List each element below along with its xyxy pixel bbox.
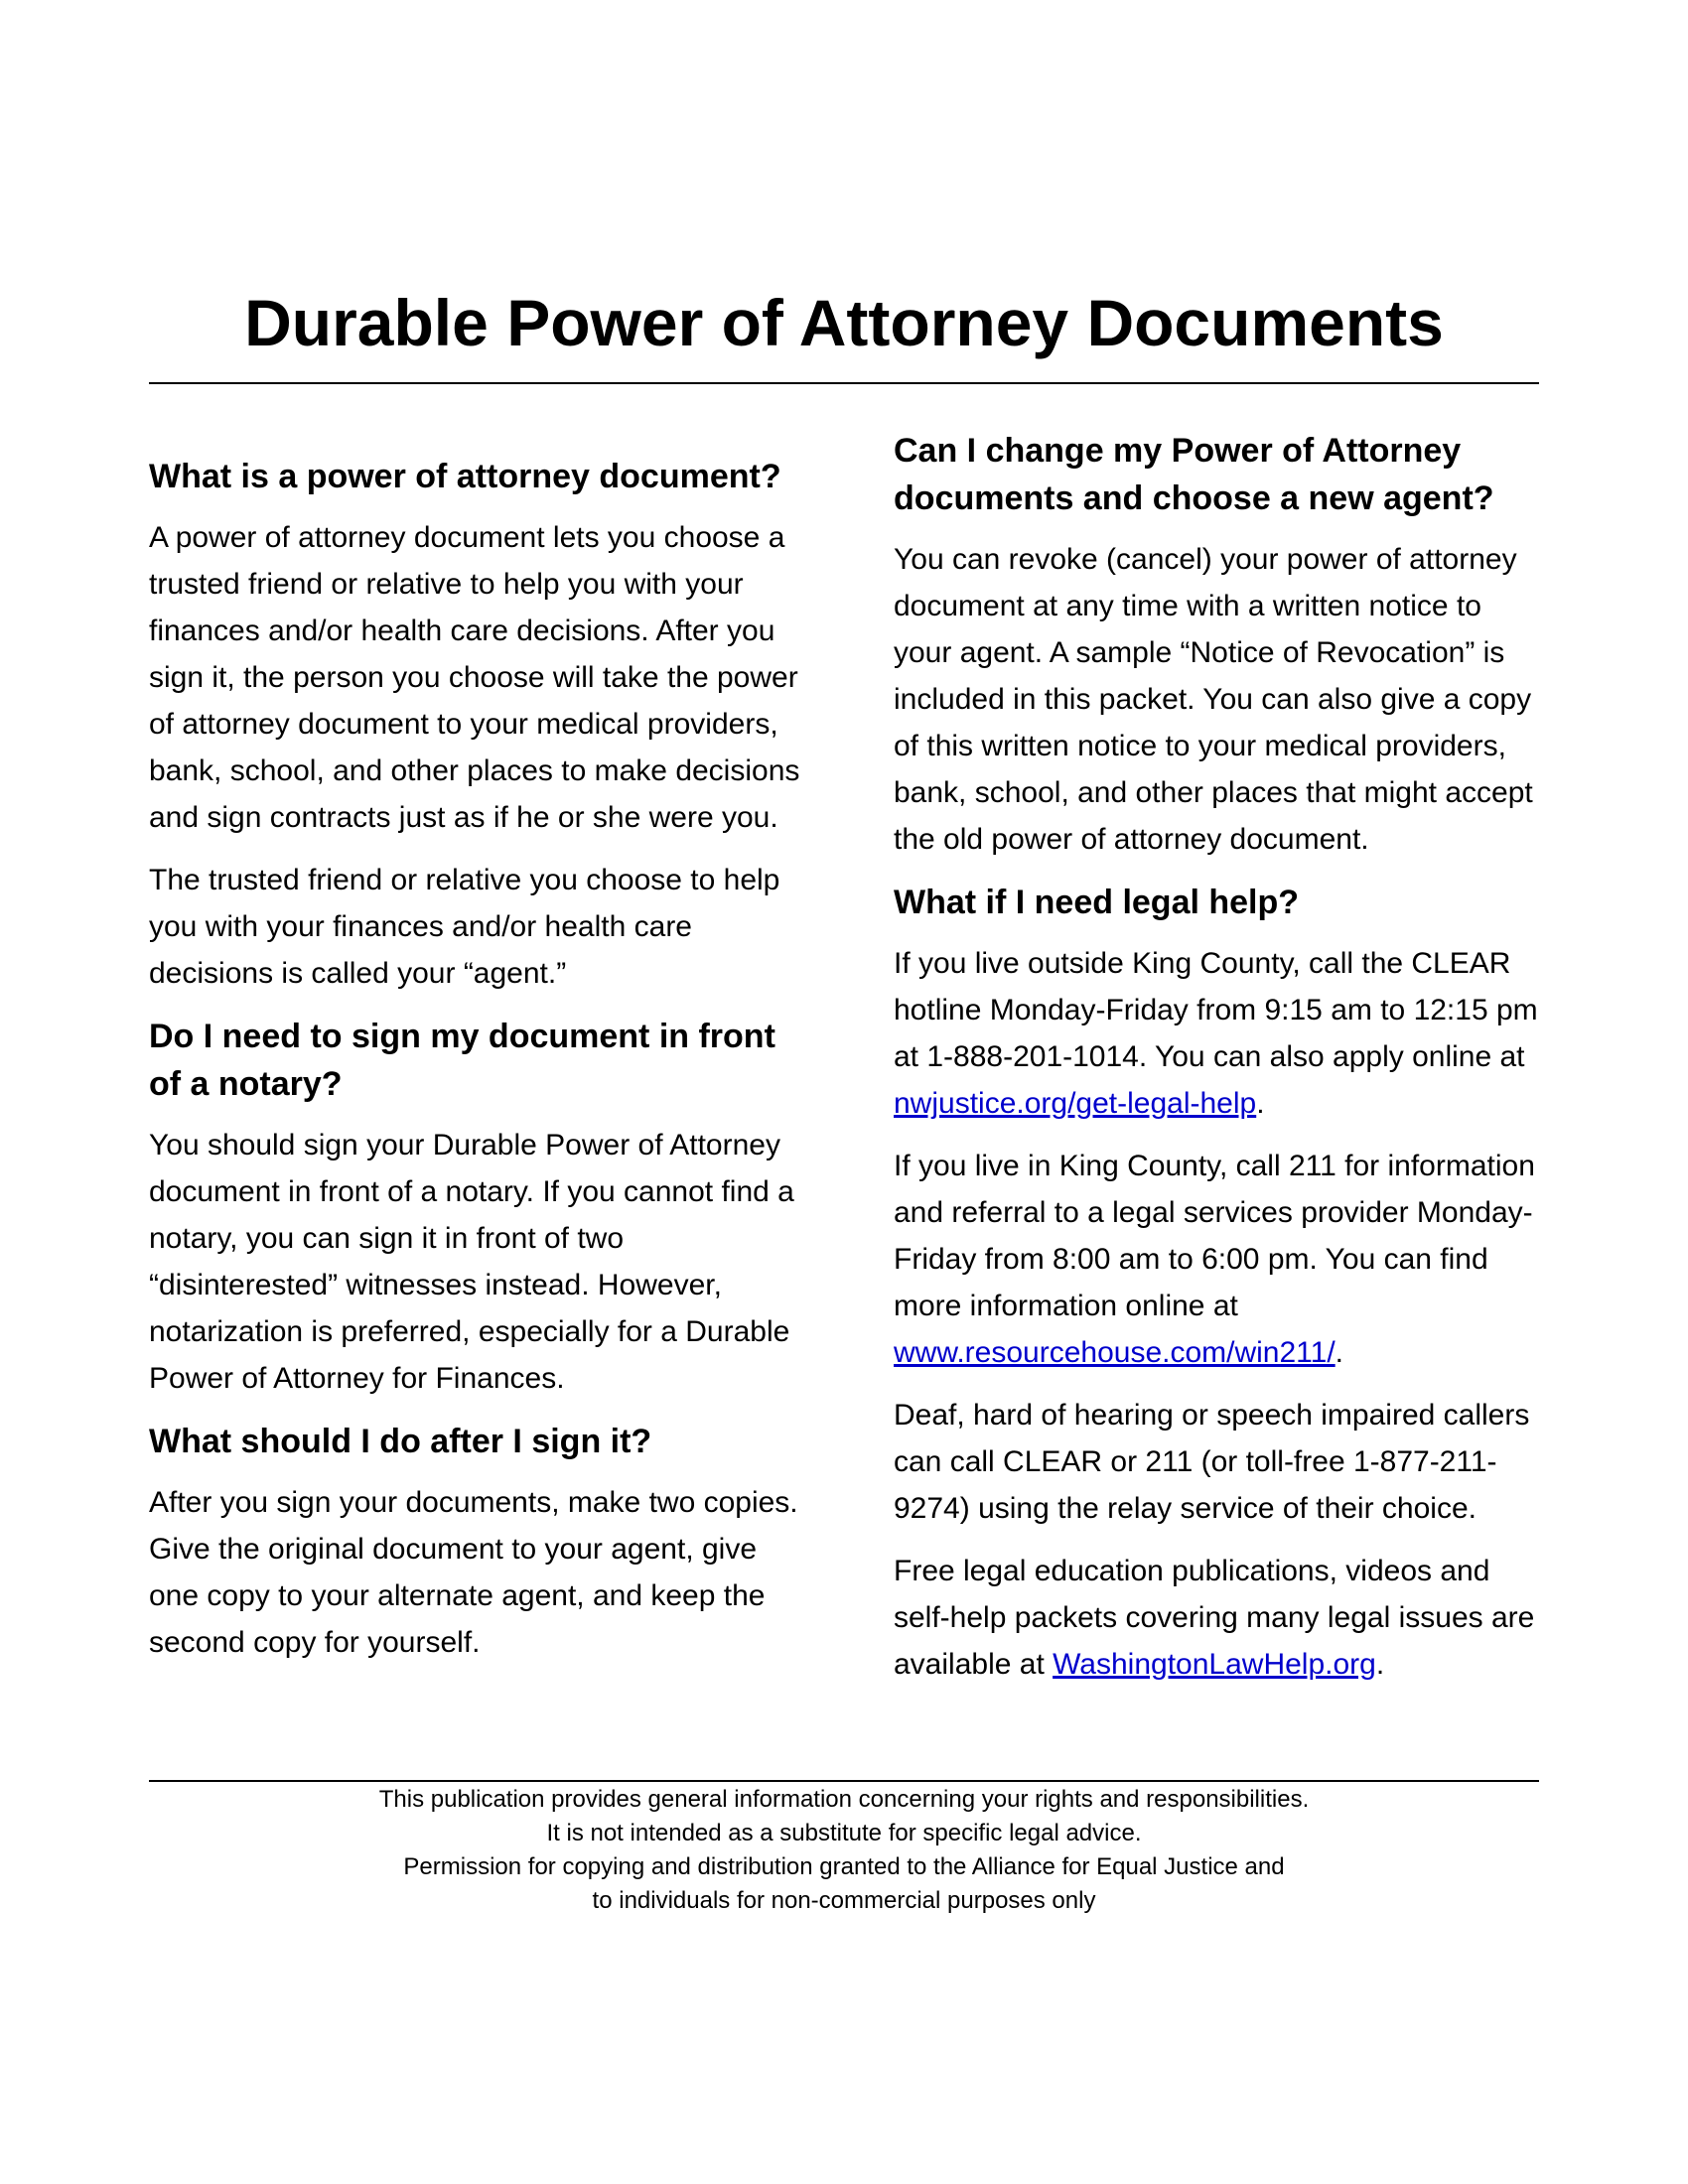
footer-line-3: Permission for copying and distribution granted to the Alliance for Equal Justice and — [403, 1853, 1285, 1880]
paragraph-king-county — [894, 1143, 1539, 1376]
footer-line-4: to individuals for non-commercial purposes only — [592, 1887, 1096, 1914]
period: . — [1256, 1087, 1265, 1120]
section-heading-legal-help: What if I need legal help? — [894, 884, 1300, 921]
period: . — [1335, 1336, 1343, 1369]
footer-line-2: It is not intended as a substitute for specific legal advice. — [546, 1820, 1142, 1846]
outside-king-county-text: If you live outside King County, call the CLEAR hotline Monday-Friday from 9:15 am to 12:15 pm at 1-888-201-1014. You can also apply online at — [894, 947, 1538, 1073]
period: . — [1375, 1648, 1385, 1681]
paragraph-agent-definition: The trusted friend or relative you choose to help you with your finances and/or health care decisions is called your “agent.” — [149, 864, 780, 990]
section-heading-what-is-poa: What is a power of attorney document? — [149, 458, 781, 495]
right-column — [894, 427, 1539, 1704]
nwjustice-link[interactable]: nwjustice.org/get-legal-help — [894, 1087, 1257, 1120]
footer-disclaimer — [149, 1783, 1539, 1918]
title-divider — [149, 382, 1539, 384]
paragraph-revoke: You can revoke (cancel) your power of attorney document at any time with a written notice to your agent. A sample “Notice of Revocation” is included in this packet. You can also give a copy of this written notice to your medical providers, bank, school, and other places that might accept the old power of attorney document. — [894, 543, 1533, 856]
footer-divider — [149, 1780, 1539, 1782]
paragraph-after-signing: After you sign your documents, make two copies. Give the original document to your agent, give one copy to your alternate agent, and keep the second copy for yourself. — [149, 1486, 798, 1659]
paragraph-what-is-poa: A power of attorney document lets you choose a trusted friend or relative to help you with your finances and/or health care decisions. After you sign it, the person you choose will take the power of attorney document to your medical providers, bank, school, and other places to make decisions and sign contracts just as if he or she were you. — [149, 521, 800, 834]
paragraph-notary: You should sign your Durable Power of Attorney document in front of a notary. If you cannot find a notary, you can sign it in front of two “disinterested” witnesses instead. However, notarization is preferred, especially for a Durable Power of Attorney for Finances. — [149, 1129, 794, 1395]
section-heading-after-signing: What should I do after I sign it? — [149, 1423, 652, 1460]
left-column — [149, 427, 800, 1682]
paragraph-outside-king-county — [894, 940, 1539, 1127]
king-county-text: If you live in King County, call 211 for information and referral to a legal services provider Monday-Friday from 8:00 am to 6:00 pm. You can find more information online at — [894, 1150, 1535, 1322]
footer-line-1: This publication provides general information concerning your rights and responsibilities. — [378, 1786, 1310, 1813]
free-education-text: Free legal education publications, videos and self-help packets covering many legal issues are available at — [894, 1555, 1535, 1681]
paragraph-relay-service: Deaf, hard of hearing or speech impaired callers can call CLEAR or 211 (or toll-free 1-877-211-9274) using the relay service of their choice. — [894, 1399, 1530, 1525]
paragraph-free-education — [894, 1548, 1539, 1688]
resourcehouse-link[interactable]: www.resourcehouse.com/win211/ — [894, 1336, 1336, 1369]
washingtonlawhelp-link[interactable]: WashingtonLawHelp.org — [1053, 1648, 1376, 1681]
page-title: Durable Power of Attorney Documents — [244, 286, 1444, 359]
section-heading-notary: Do I need to sign my document in front of a notary? — [149, 1018, 775, 1103]
section-heading-change-poa: Can I change my Power of Attorney documents and choose a new agent? — [894, 432, 1494, 517]
